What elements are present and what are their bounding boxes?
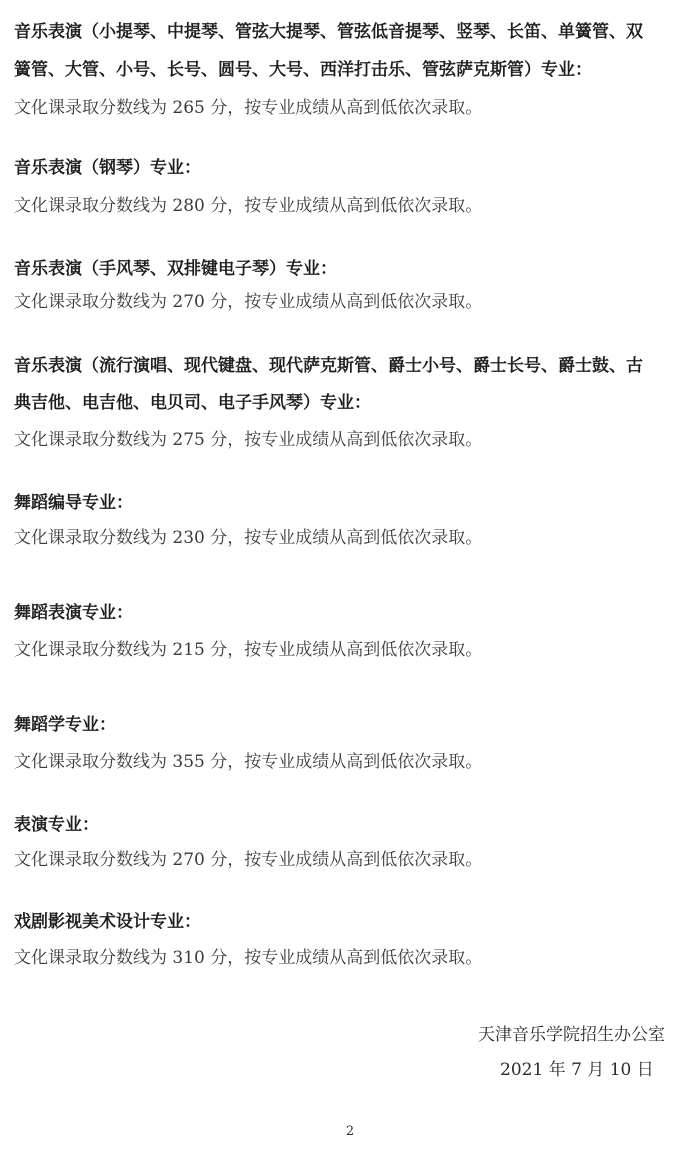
section-heading-line: 音乐表演（钢琴）专业： — [14, 158, 201, 178]
score-line-rule: 文化课录取分数线为 280 分，按专业成绩从高到低依次录取。 — [14, 196, 483, 216]
section-heading-line: 音乐表演（手风琴、双排键电子琴）专业： — [14, 259, 337, 279]
score-line-rule: 文化课录取分数线为 270 分，按专业成绩从高到低依次录取。 — [14, 850, 483, 870]
score-line-rule: 文化课录取分数线为 270 分，按专业成绩从高到低依次录取。 — [14, 292, 483, 312]
section-heading-line: 音乐表演（流行演唱、现代键盘、现代萨克斯管、爵士小号、爵士长号、爵士鼓、古 — [14, 356, 643, 376]
score-line-rule: 文化课录取分数线为 310 分，按专业成绩从高到低依次录取。 — [14, 948, 483, 968]
signature-date: 2021 年 7 月 10 日 — [500, 1060, 654, 1080]
section-heading-line: 舞蹈表演专业： — [14, 603, 133, 623]
section-heading-line: 舞蹈学专业： — [14, 715, 116, 735]
signature-office: 天津音乐学院招生办公室 — [478, 1025, 665, 1045]
section-heading-line: 音乐表演（小提琴、中提琴、管弦大提琴、管弦低音提琴、竖琴、长笛、单簧管、双 — [14, 22, 643, 42]
section-heading-line: 舞蹈编导专业： — [14, 493, 133, 513]
section-heading-line: 表演专业： — [14, 815, 99, 835]
score-line-rule: 文化课录取分数线为 215 分，按专业成绩从高到低依次录取。 — [14, 640, 483, 660]
section-heading-line: 戏剧影视美术设计专业： — [14, 912, 201, 932]
score-line-rule: 文化课录取分数线为 230 分，按专业成绩从高到低依次录取。 — [14, 528, 483, 548]
page-number: 2 — [345, 1124, 355, 1139]
section-heading-line: 典吉他、电吉他、电贝司、电子手风琴）专业： — [14, 393, 371, 413]
score-line-rule: 文化课录取分数线为 355 分，按专业成绩从高到低依次录取。 — [14, 752, 483, 772]
section-heading-line: 簧管、大管、小号、长号、圆号、大号、西洋打击乐、管弦萨克斯管）专业： — [14, 60, 592, 80]
score-line-rule: 文化课录取分数线为 275 分，按专业成绩从高到低依次录取。 — [14, 430, 483, 450]
score-line-rule: 文化课录取分数线为 265 分，按专业成绩从高到低依次录取。 — [14, 98, 483, 118]
